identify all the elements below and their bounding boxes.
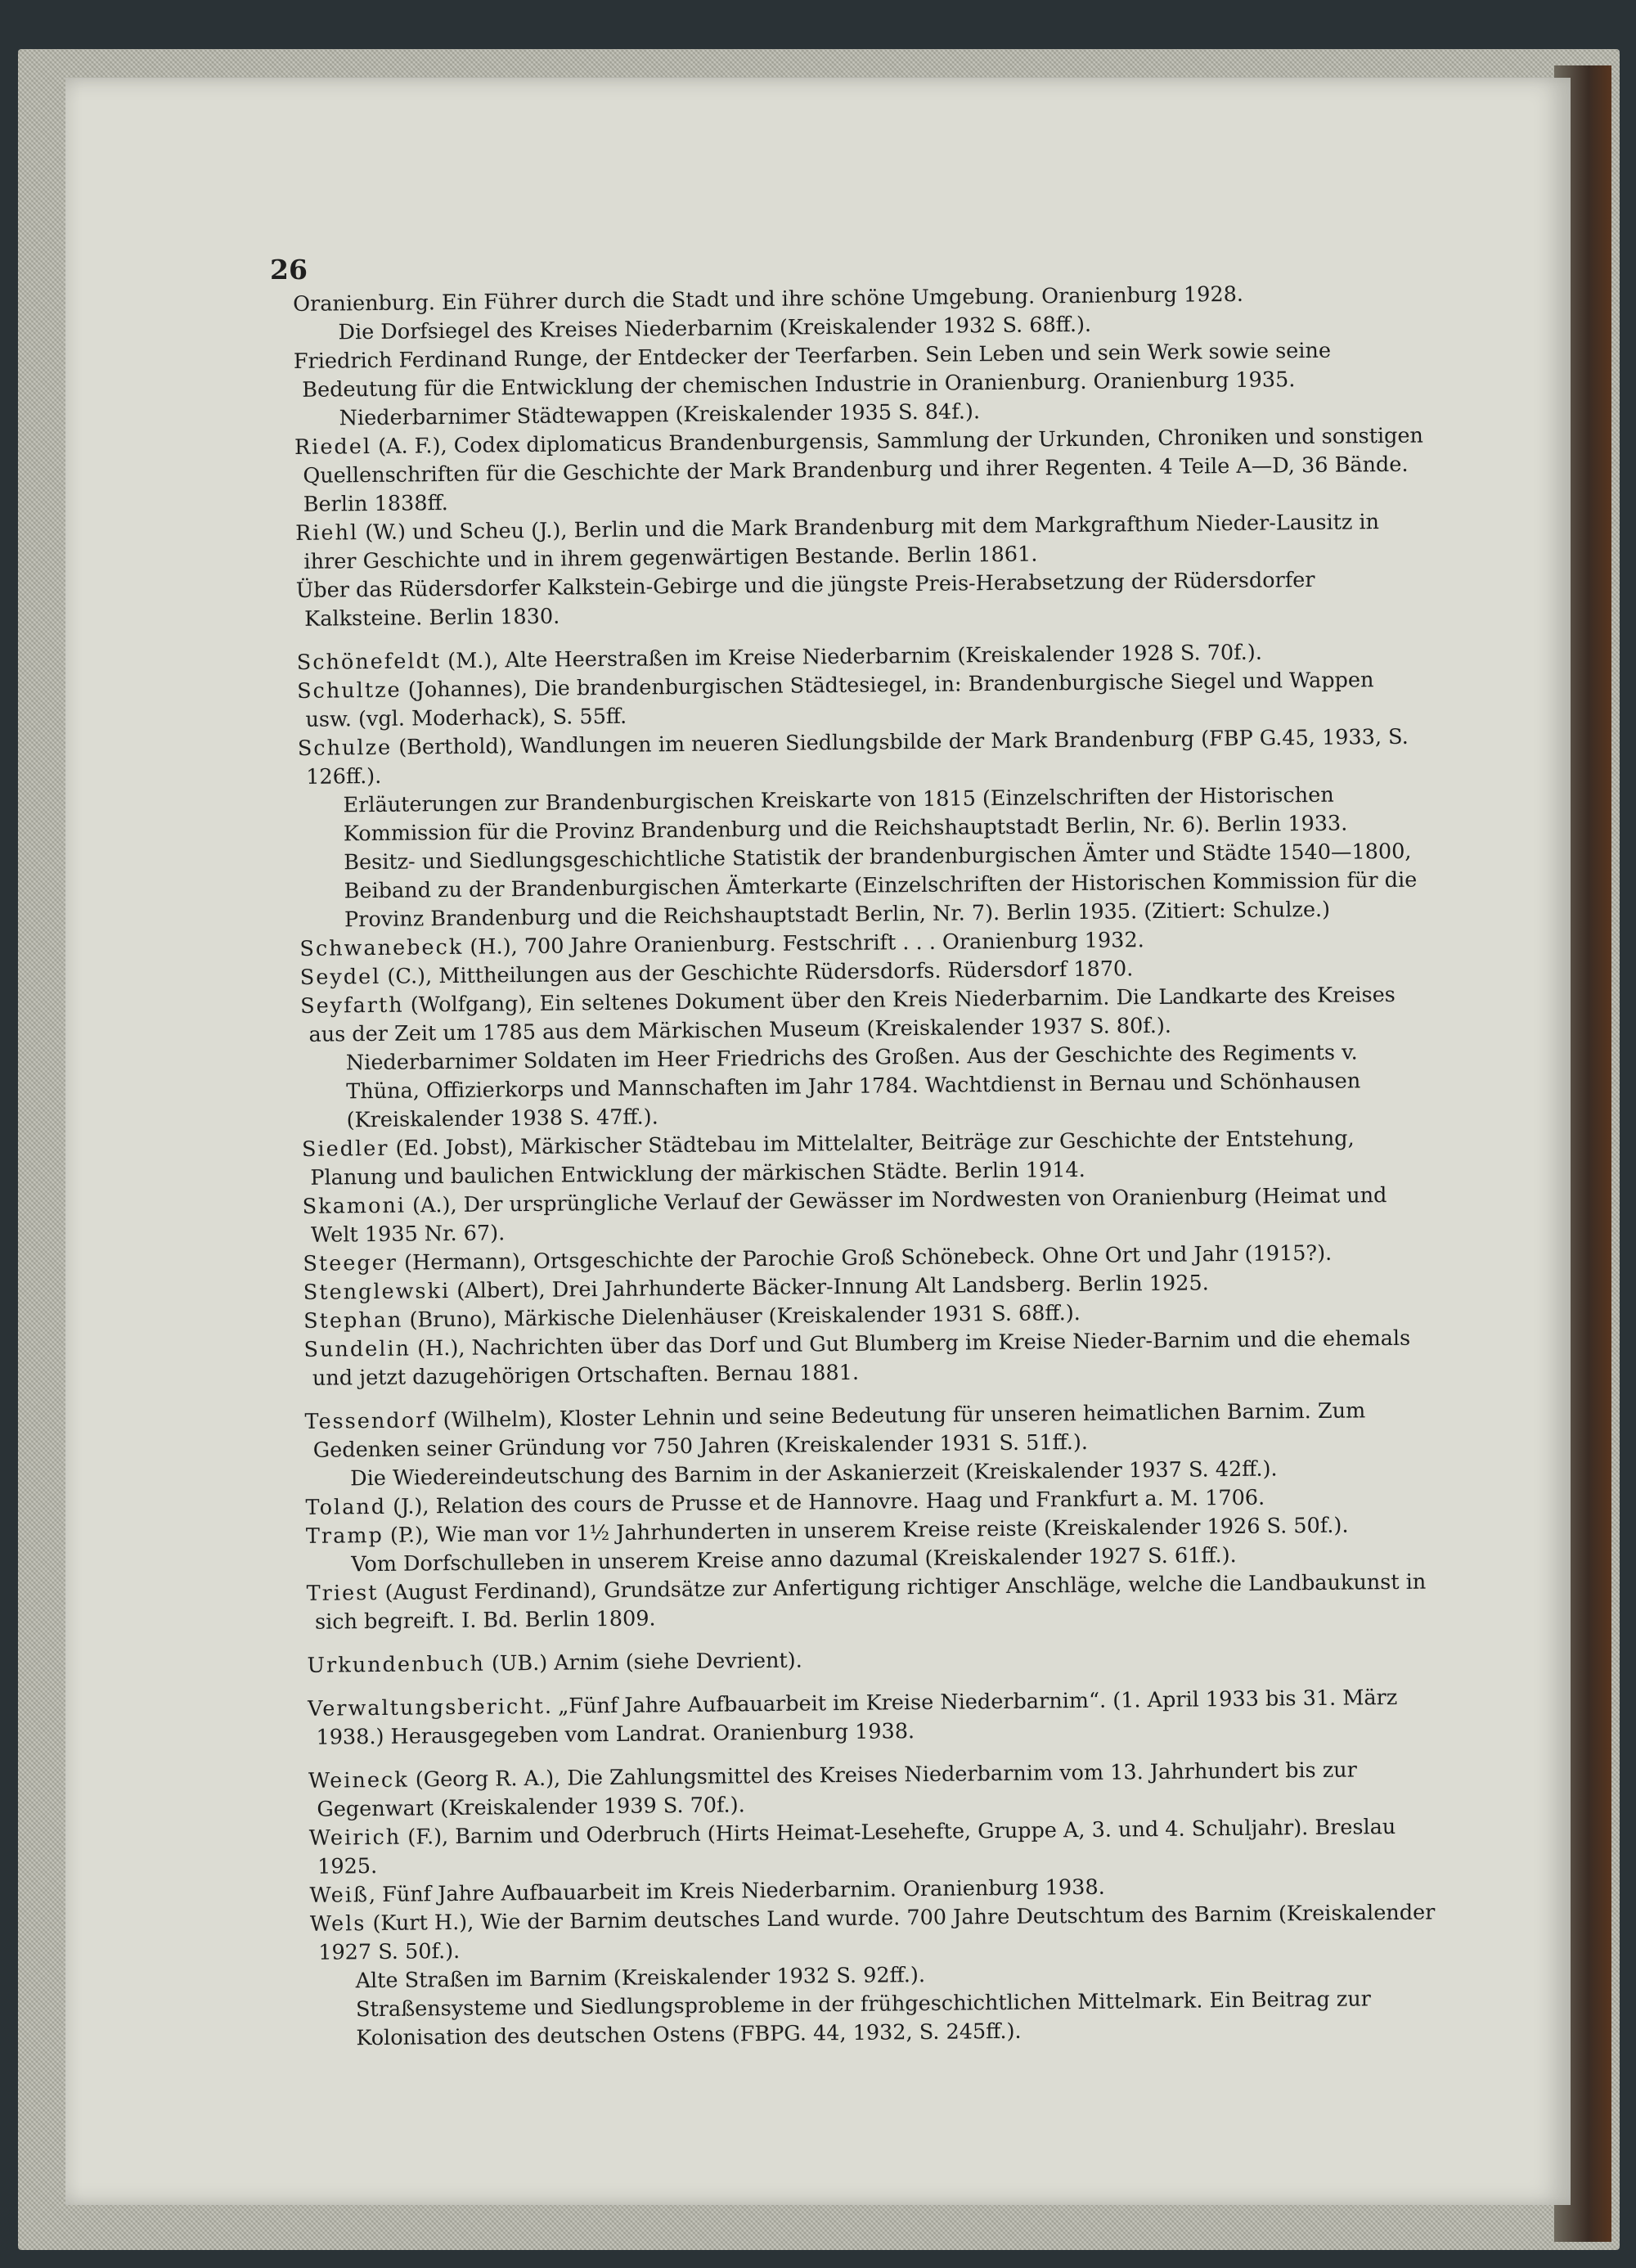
bibliography-entry — [301, 1037, 1431, 1135]
entry-text: (Bruno), Märkische Dielenhäuser (Kreiskalender 1931 S. 68ff.). — [402, 1300, 1081, 1333]
entry-text: Besitz- und Siedlungsgeschichtliche Statistik der brandenburgischen Ämter und Städte 1540—1800, Beiband zu der Brandenburgischen Ämterkarte (Einzelschriften der Historischen Kommission für die Provinz Brandenburg und die Reichshauptstadt Berlin, Nr. 7). Berlin 1935. (Zitiert: Schulze.) — [344, 839, 1418, 933]
bibliography-entry — [311, 1984, 1440, 2053]
entry-text: Alte Straßen im Barnim (Kreiskalender 1932 S. 92ff.). — [355, 1963, 926, 1994]
page-number: 26 — [270, 254, 308, 286]
entry-author: Riehl — [294, 520, 359, 546]
entry-author: Schultze — [296, 677, 402, 704]
entry-text: Die Dorfsiegel des Kreises Niederbarnim (Kreiskalender 1932 S. 68ff.). — [338, 312, 1092, 345]
entry-text: (Wilhelm), Kloster Lehnin und seine Bedeutung für unseren heimatlichen Barnim. Zum Gedenken seiner Gründung vor 750 Jahren (Kreiskalender 1931 S. 51ff.). — [312, 1398, 1366, 1463]
entry-author: Siedler — [301, 1136, 389, 1162]
entry-author: Schwanebeck — [299, 934, 464, 961]
entry-text: (Albert), Drei Jahrhunderte Bäcker-Innung Alt Landsberg. Berlin 1925. — [449, 1271, 1209, 1304]
entry-text: , Fünf Jahre Aufbauarbeit im Kreis Niederbarnim. Oranienburg 1938. — [368, 1874, 1105, 1908]
entry-author: Schönefeldt — [296, 649, 442, 675]
entry-text: Straßensysteme und Siedlungsprobleme in der frühgeschichtlichen Mittelmark. Ein Beitrag zur Kolonisation des deutschen Ostens (FBPG. 44, 1932, S. 245ff.). — [355, 1987, 1372, 2051]
entry-text: (A. F.), Codex diplomaticus Brandenburgensis, Sammlung der Urkunden, Chroniken und sonstigen Quellenschriften für die Geschichte der Mark Brandenburg und ihrer Regenten. 4 Teile A—D, 36 Bände. Berlin 1838ff. — [303, 423, 1424, 517]
entry-author: Urkundenbuch — [307, 1651, 486, 1678]
entry-text: Vom Dorfschulleben in unserem Kreise anno dazumal (Kreiskalender 1927 S. 61ff.). — [351, 1543, 1237, 1577]
entry-author: Stephan — [303, 1307, 403, 1334]
entry-author: Verwaltungsbericht — [308, 1694, 546, 1721]
entry-text: Niederbarnimer Städtewappen (Kreiskalender 1935 S. 84f.). — [339, 399, 981, 431]
entry-author: Toland — [305, 1494, 387, 1520]
bibliography-entry — [296, 565, 1426, 634]
entry-text: (J.), Relation des cours de Prusse et de Hannovre. Haag und Frankfurt a. M. 1706. — [385, 1485, 1265, 1519]
entry-author: Triest — [306, 1580, 379, 1606]
entry-text: Über das Rüdersdorfer Kalkstein-Gebirge und die jüngste Preis-Herabsetzung der Rüdersdorfer Kalksteine. Berlin 1830. — [295, 567, 1315, 632]
bibliography-entry — [294, 422, 1424, 520]
entry-text: (Berthold), Wandlungen im neueren Siedlungsbilde der Mark Brandenburg (FBP G.45, 1933, S. 126ff.). — [306, 724, 1409, 790]
entry-text: (August Ferdinand), Grundsätze zur Anfertigung richtiger Anschläge, welche die Landbaukunst in sich begreift. I. Bd. Berlin 1809. — [314, 1569, 1427, 1635]
entry-text: (Wolfgang), Ein seltenes Dokument über den Kreis Niederbarnim. Die Landkarte des Kreises aus der Zeit um 1785 aus dem Märkischen Museum (Kreiskalender 1937 S. 80f.). — [308, 982, 1396, 1047]
entry-author: Weineck — [308, 1767, 409, 1793]
entry-text: (Georg R. A.), Die Zahlungsmittel des Kreises Niederbarnim vom 13. Jahrhundert bis zur Gegenwart (Kreiskalender 1939 S. 70f.). — [317, 1757, 1358, 1822]
entry-author: Seydel — [299, 964, 381, 990]
entry-text: Die Wiedereindeutschung des Barnim in der Askanierzeit (Kreiskalender 1937 S. 42ff.). — [350, 1456, 1278, 1492]
entry-text: (W.) und Scheu (J.), Berlin und die Mark Brandenburg mit dem Markgrafthum Nieder-Lausitz in ihrer Geschichte und in ihrem gegenwärtigen Bestande. Berlin 1861. — [303, 510, 1380, 574]
entry-author: Tramp — [305, 1523, 384, 1549]
bibliography-entry — [307, 1640, 1436, 1680]
entry-text: (A.), Der ursprüngliche Verlauf der Gewässer im Nordwesten von Oranienburg (Heimat und Welt 1935 Nr. 67). — [310, 1183, 1387, 1248]
bibliography-entry — [303, 1324, 1433, 1393]
bibliography-entry — [307, 1568, 1436, 1636]
entry-author: Sundelin — [303, 1336, 411, 1362]
entry-text: Niederbarnimer Soldaten im Heer Friedrichs des Großen. Aus der Geschichte des Regiments v. Thüna, Offizierkorps und Mannschaften im Jahr 1784. Wachtdienst in Bernau und Schönhausen (Kreiskalender 1938 S. 47ff.). — [345, 1040, 1361, 1133]
entry-text: (Hermann), Ortsgeschichte der Parochie Groß Schönebeck. Ohne Ort und Jahr (1915?). — [397, 1240, 1333, 1276]
entry-author: Schulze — [297, 735, 393, 761]
entry-text: (M.), Alte Heerstraßen im Kreise Niederbarnim (Kreiskalender 1928 S. 70f.). — [440, 640, 1263, 674]
entry-text: (H.), 700 Jahre Oranienburg. Festschrift . . . Oranienburg 1932. — [463, 928, 1144, 960]
bibliography-entry — [299, 838, 1428, 935]
entry-text: . „Fünf Jahre Aufbauarbeit im Kreise Niederbarnim“. (1. April 1933 bis 31. März 1938.) Herausgegeben vom Landrat. Oranienburg 1938. — [316, 1685, 1398, 1750]
entry-author: Weiß — [309, 1883, 370, 1908]
entry-author: Riedel — [294, 434, 372, 460]
entry-author: Weirich — [308, 1825, 402, 1851]
entry-author: Wels — [309, 1911, 366, 1937]
entry-author: Stenglewski — [303, 1279, 451, 1305]
entry-text: (Ed. Jobst), Märkischer Städtebau im Mittelalter, Beiträge zur Geschichte der Entstehung, Planung und baulichen Entwicklung der märkischen Städte. Berlin 1914. — [310, 1126, 1355, 1190]
entry-text: (UB.) Arnim (siehe Devrient). — [484, 1648, 802, 1676]
entry-text: Friedrich Ferdinand Runge, der Entdecker der Teerfarben. Sein Leben und sein Werk sowie seine Bedeutung für die Entwicklung der chemischen Industrie in Oranienburg. Oranienburg 1935. — [293, 338, 1332, 403]
entry-text: (H.), Nachrichten über das Dorf und Gut Blumberg im Kreise Nieder-Barnim und die ehemals und jetzt dazugehörigen Ortschaften. Bernau 1881. — [312, 1325, 1411, 1391]
entry-text: Erläuterungen zur Brandenburgischen Kreiskarte von 1815 (Einzelschriften der Historischen Kommission für die Provinz Brandenburg und die Reichshauptstadt Berlin, Nr. 6). Berlin 1933. — [343, 782, 1348, 847]
bibliography-entry — [308, 1683, 1437, 1752]
bibliography-list — [293, 279, 1440, 2054]
entry-author: Skamoni — [302, 1193, 407, 1219]
entry-author: Seyfarth — [300, 992, 404, 1019]
entry-text: (Johannes), Die brandenburgischen Städtesiegel, in: Brandenburgische Siegel und Wappen usw. (vgl. Moderhack), S. 55ff. — [305, 668, 1374, 732]
entry-text: (P.), Wie man vor 1½ Jahrhunderten in unserem Kreise reiste (Kreiskalender 1926 S. 50f.). — [383, 1513, 1349, 1548]
entry-text: Oranienburg. Ein Führer durch die Stadt und ihre schöne Umgebung. Oranienburg 1928. — [293, 281, 1244, 317]
bibliography-entry — [294, 336, 1423, 405]
entry-author: Tessendorf — [304, 1408, 437, 1434]
entry-text: (Kurt H.), Wie der Barnim deutsches Land wurde. 700 Jahre Deutschtum des Barnim (Kreiskalender 1927 S. 50f.). — [318, 1900, 1436, 1965]
entry-text: (C.), Mittheilungen aus der Geschichte Rüdersdorfs. Rüdersdorf 1870. — [380, 956, 1134, 989]
entry-author: Steeger — [303, 1250, 398, 1276]
entry-text: (F.), Barnim und Oderbruch (Hirts Heimat-Lesehefte, Gruppe A, 3. und 4. Schuljahr). Breslau 1925. — [317, 1814, 1396, 1879]
